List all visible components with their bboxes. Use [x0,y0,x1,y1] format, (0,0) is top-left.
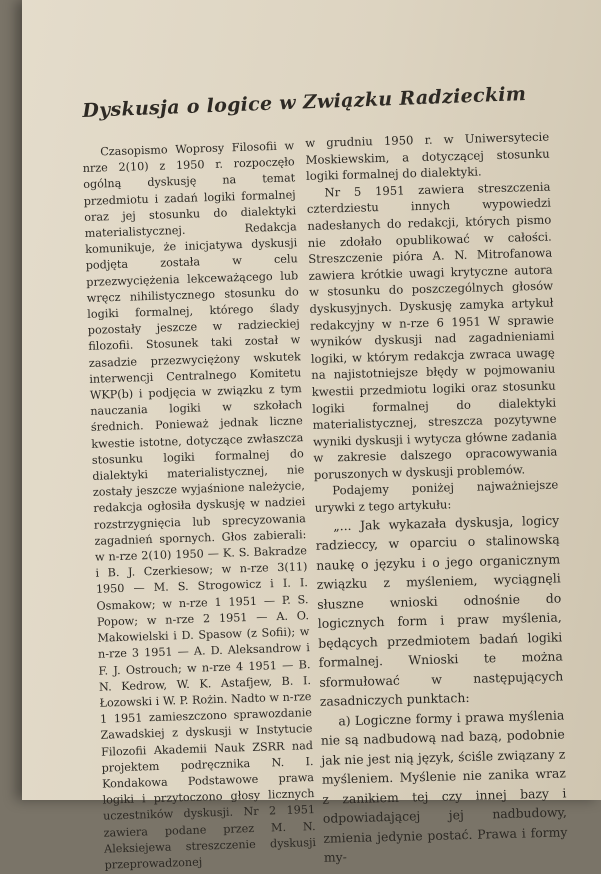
paragraph-quote: „... Jak wykazała dyskusja, logicy radzieccy, w oparciu o stalinowską naukę o języku i o jego organicznym związku z myśleniem, wyciągnęli słuszne wnioski odnośnie do logicznych form i praw myślenia, będących przedmiotem badań logiki formalnej. Wnioski te można sformułować w następujących zasadniczych punktach: [315,512,564,709]
quoted-excerpt [315,510,568,867]
paragraph-point-a: a) Logiczne formy i prawa myślenia nie są nadbudową nad bazą, podobnie jak nie jest nią język, ściśle związany z myśleniem. Myślenie nie zanika wraz z zanikiem tej czy innej bazy i odpowiadającej jej nadbudowy, zmienia jedynie postać. Prawa i formy my- [320,707,568,865]
paragraph-continuation: w grudniu 1950 r. w Uniwersytecie Moskiewskim, a dotyczącej stosunku logiki formalnej do dialektyki. [305,129,550,184]
paragraph-summary: Nr 5 1951 zawiera streszczenia czterdziestu innych wypowiedzi nadesłanych do redakcji, których pismo nie zdołało opublikować w całości. Streszczenie pióra A. N. Mitrofanowa zawiera krótkie uwagi krytyczne autora w stosunku do poszczególnych głosów dyskusyjnych. Dyskusję zamyka artykuł redakcyjny w n-rze 6 1951 W sprawie wyników dyskusji nad zagadnieniami logiki, w którym redakcja zwraca uwagę na najistotniejsze błędy w pojmowaniu kwestii przedmiotu logiki oraz stosunku logiki formalnej do dialektyki materialistycznej, streszcza pozytywne wyniki dyskusji i wytycza główne zadania w zakresie dalszego opracowywania poruszonych w dyskusji problemów. [306,179,558,482]
text-column-right [305,129,568,868]
article-title: Dyskusja o logice w Związku Radzieckim [82,82,527,122]
paragraph-intro: Czasopismo Woprosy Filosofii w nrze 2(10) z 1950 r. rozpoczęło ogólną dyskusję na temat przedmiotu i zadań logiki formalnej oraz jej stosunku do dialektyki materialistycznej. Redakcja komunikuje, że inicjatywa dyskusji podjęta została w celu przezwyciężenia lekceważącego lub wręcz nihilistycznego stosunku do logiki formalnej, którego ślady pozostały jeszcze w radzieckiej filozofii. Stosunek taki został w zasadzie przezwyciężony wskutek interwencji Centralnego Komitetu WKP(b) i podjęcia w związku z tym nauczania logiki w szkołach średnich. Ponieważ jednak liczne kwestie istotne, dotyczące zwłaszcza stosunku logiki formalnej do dialektyki materialistycznej, nie zostały jeszcze wyjaśnione należycie, redakcja ogłosiła dyskusję w nadziei rozstrzygnięcia lub sprecyzowania zagadnień spornych. Głos zabierali: w n-rze 2(10) 1950 — K. S. Bakradze i B. J. Czerkiesow; w n-rze 3(11) 1950 — M. S. Strogowicz i I. I. Osmakow; w n-rze 1 1951 — P. S. Popow; w n-rze 2 1951 — A. O. Makowielski i D. Spasow (z Sofii); w n-rze 3 1951 — A. D. Aleksandrow i F. J. Ostrouch; w n-rze 4 1951 — B. N. Kedrow, W. K. Astafjew, B. I. Łozowski i W. P. Rożin. Nadto w n-rze 1 1951 zamieszczono sprawozdanie Zawadskiej z dyskusji w Instytucie Filozofii Akademii Nauk ZSRR nad projektem podręcznika N. I. Kondakowa Podstawowe prawa logiki i przytoczono głosy licznych uczestników dyskusji. Nr 2 1951 zawiera podane przez M. N. Aleksiejewa streszczenie dyskusji przeprowadzonej [82,139,317,872]
text-column-left [82,138,317,873]
book-page [22,0,601,872]
paragraph-excerpt-intro: Podajemy poniżej najważniejsze urywki z tego artykułu: [314,477,559,515]
